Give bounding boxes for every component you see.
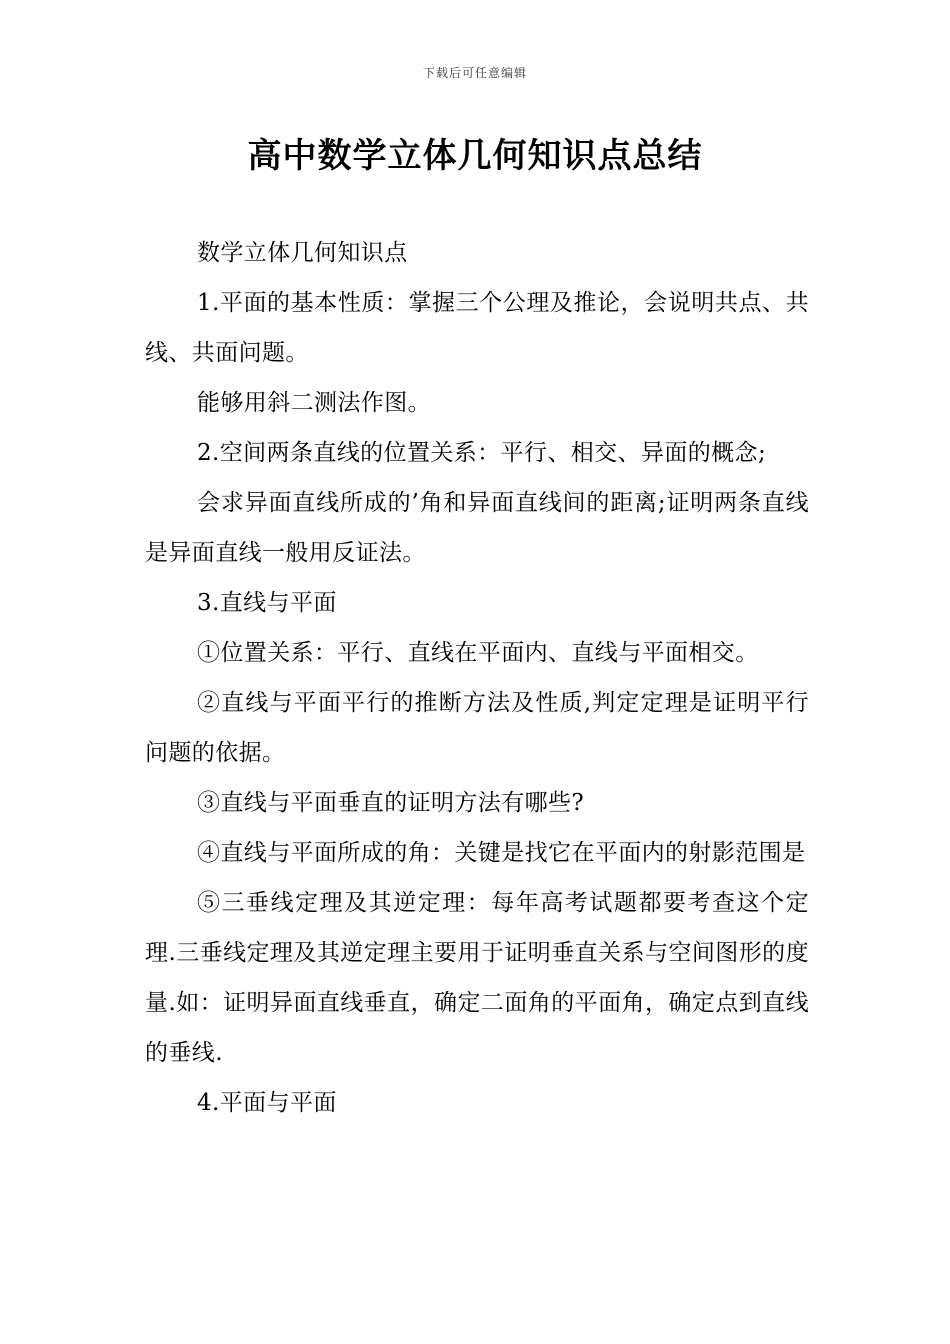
paragraph-item-2: ②直线与平面平行的推断方法及性质,判定定理是证明平行问题的依据。 — [145, 690, 809, 766]
paragraph-item-3: ③直线与平面垂直的证明方法有哪些? — [197, 790, 585, 816]
document-body — [145, 228, 809, 1128]
paragraph-item-4: ④直线与平面所成的角：关键是找它在平面内的射影范围是 — [197, 840, 806, 866]
paragraph-plane-and-plane-heading: 4.平面与平面 — [197, 1090, 337, 1116]
paragraph-line-positions: 2.空间两条直线的位置关系：平行、相交、异面的概念; — [197, 440, 767, 466]
paragraph-item-5: ⑤三垂线定理及其逆定理：每年高考试题都要考查这个定理.三垂线定理及其逆定理主要用于证明垂直关系与空间图形的度量.如：证明异面直线垂直，确定二面角的平面角，确定点到直线的垂线. — [145, 890, 809, 1066]
paragraph-section-heading: 数学立体几何知识点 — [197, 240, 408, 266]
document-title: 高中数学立体几何知识点总结 — [247, 136, 703, 176]
paragraph-oblique-drawing: 能够用斜二测法作图。 — [197, 390, 431, 416]
paragraph-item-1: ①位置关系：平行、直线在平面内、直线与平面相交。 — [197, 640, 759, 666]
paragraph-line-and-plane-heading: 3.直线与平面 — [197, 590, 337, 616]
paragraph-plane-properties: 1.平面的基本性质：掌握三个公理及推论，会说明共点、共线、共面问题。 — [145, 290, 809, 366]
page-header-note: 下载后可任意编辑 — [422, 66, 527, 80]
paragraph-skew-lines: 会求异面直线所成的’角和异面直线间的距离;证明两条直线是异面直线一般用反证法。 — [145, 490, 809, 566]
